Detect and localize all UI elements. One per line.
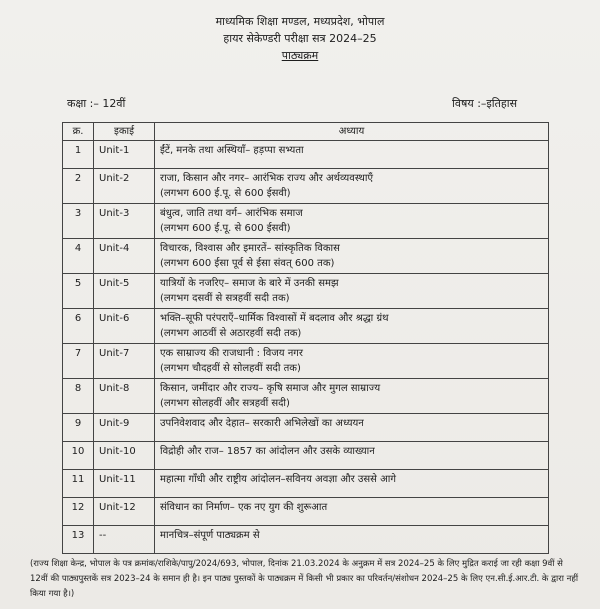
row-number: 3 bbox=[63, 204, 94, 239]
table-row bbox=[63, 442, 549, 470]
row-chapter: राजा, किसान और नगर– आरंभिक राज्य और अर्थव्यवस्थाएँ bbox=[160, 173, 374, 184]
row-chapter-cell bbox=[155, 470, 549, 498]
row-chapter-period: (लगभग 600 ई.पू. से 600 ईसवी) bbox=[160, 223, 291, 234]
row-chapter: संविधान का निर्माण– एक नए युग की शुरूआत bbox=[160, 502, 328, 513]
row-number: 10 bbox=[63, 442, 94, 470]
row-number: 6 bbox=[63, 309, 94, 344]
col-header-number: क्र. bbox=[63, 123, 94, 141]
row-unit: Unit-8 bbox=[94, 379, 155, 414]
row-chapter-cell bbox=[155, 498, 549, 526]
row-unit: Unit-5 bbox=[94, 274, 155, 309]
subject-label: विषय :–इतिहास bbox=[452, 97, 518, 110]
row-chapter: विद्रोही और राज– 1857 का आंदोलन और उसके व्याख्यान bbox=[160, 446, 375, 457]
table-row bbox=[63, 344, 549, 379]
row-unit: Unit-7 bbox=[94, 344, 155, 379]
row-chapter: भक्ति–सूफी परंपराएँ–धार्मिक विश्वासों में बदलाव और श्रद्धा ग्रंथ bbox=[160, 313, 389, 324]
row-unit: Unit-1 bbox=[94, 141, 155, 169]
table-row bbox=[63, 379, 549, 414]
exam-session: हायर सेकेण्डरी परीक्षा सत्र 2024–25 bbox=[223, 32, 377, 45]
row-unit: Unit-2 bbox=[94, 169, 155, 204]
table-header-row bbox=[63, 123, 549, 141]
table-row bbox=[63, 169, 549, 204]
row-number: 9 bbox=[63, 414, 94, 442]
table-row bbox=[63, 204, 549, 239]
row-chapter-cell bbox=[155, 169, 549, 204]
row-chapter: मानचित्र–संपूर्ण पाठ्यक्रम से bbox=[160, 530, 260, 541]
row-chapter: ईंटें, मनके तथा अस्थियाँ– हड़प्पा सभ्यता bbox=[160, 145, 304, 156]
row-unit: Unit-12 bbox=[94, 498, 155, 526]
row-number: 5 bbox=[63, 274, 94, 309]
row-unit: Unit-4 bbox=[94, 239, 155, 274]
table-row bbox=[63, 141, 549, 169]
row-chapter: किसान, जमींदार और राज्य– कृषि समाज और मुगल साम्राज्य bbox=[160, 383, 381, 394]
row-chapter-cell bbox=[155, 414, 549, 442]
row-number: 4 bbox=[63, 239, 94, 274]
table-row bbox=[63, 498, 549, 526]
footnote: (राज्य शिक्षा केन्द्र, भोपाल के पत्र क्रमांक/राशिके/पापु/2024/693, भोपाल, दिनांक 21.03.2024 के अनुक्रम में सत्र 2024–25 के लिए मुद्रित कराई जा रही कक्षा 9वीं से 12वीं की पाठ्यपुस्तकें सत्र 2023–24 के समान ही है। इन पाठ्य पुस्तकों के पाठ्यक्रम में किसी भी प्रकार का परिवर्तन/संशोधन 2024–25 के लिए एन.सी.ई.आर.टी. के द्वारा नहीं किया गया है।) bbox=[30, 559, 579, 599]
row-chapter: उपनिवेशवाद और देहात– सरकारी अभिलेखों का अध्ययन bbox=[160, 418, 364, 429]
row-number: 8 bbox=[63, 379, 94, 414]
row-chapter-cell bbox=[155, 442, 549, 470]
table-row bbox=[63, 414, 549, 442]
row-chapter-period: (लगभग सोलहवीं और सत्रहवीं सदी) bbox=[160, 398, 290, 409]
row-unit: -- bbox=[94, 526, 155, 554]
row-chapter-period: (लगभग 600 ईसा पूर्व से ईसा संवत् 600 तक) bbox=[160, 258, 335, 269]
row-chapter-period: (लगभग चौदहवीं से सोलहवीं सदी तक) bbox=[160, 363, 301, 374]
row-chapter-cell bbox=[155, 141, 549, 169]
table-row bbox=[63, 239, 549, 274]
row-chapter: यात्रियों के नजरिए– समाज के बारे में उनकी समझ bbox=[160, 278, 339, 289]
row-chapter-period: (लगभग 600 ई.पू. से 600 ईसवी) bbox=[160, 188, 291, 199]
row-number: 1 bbox=[63, 141, 94, 169]
row-number: 11 bbox=[63, 470, 94, 498]
row-chapter-cell bbox=[155, 309, 549, 344]
col-header-unit: इकाई bbox=[94, 123, 155, 141]
row-unit: Unit-10 bbox=[94, 442, 155, 470]
row-unit: Unit-11 bbox=[94, 470, 155, 498]
row-chapter-cell bbox=[155, 204, 549, 239]
row-chapter-cell bbox=[155, 274, 549, 309]
table-row bbox=[63, 309, 549, 344]
col-header-chapter: अध्याय bbox=[155, 123, 549, 141]
row-unit: Unit-6 bbox=[94, 309, 155, 344]
row-chapter-period: (लगभग दसवीं से सत्रहवीं सदी तक) bbox=[160, 293, 290, 304]
row-chapter-cell bbox=[155, 239, 549, 274]
row-chapter: एक साम्राज्य की राजधानी : विजय नगर bbox=[160, 348, 303, 359]
row-unit: Unit-3 bbox=[94, 204, 155, 239]
row-unit: Unit-9 bbox=[94, 414, 155, 442]
table-row bbox=[63, 526, 549, 554]
row-number: 2 bbox=[63, 169, 94, 204]
row-chapter-period: (लगभग आठवीं से अठारहवीं सदी तक) bbox=[160, 328, 302, 339]
table-row bbox=[63, 274, 549, 309]
row-chapter: महात्मा गाँधी और राष्ट्रीय आंदोलन–सविनय अवज्ञा और उससे आगे bbox=[160, 474, 396, 485]
row-chapter: बंधुत्व, जाति तथा वर्ग– आरंभिक समाज bbox=[160, 208, 303, 219]
row-number: 7 bbox=[63, 344, 94, 379]
row-chapter-cell bbox=[155, 526, 549, 554]
syllabus-title: पाठ्यक्रम bbox=[281, 49, 319, 62]
row-number: 13 bbox=[63, 526, 94, 554]
row-number: 12 bbox=[63, 498, 94, 526]
class-label: कक्षा :– 12वीं bbox=[67, 97, 126, 110]
table-row bbox=[63, 470, 549, 498]
row-chapter: विचारक, विश्वास और इमारतें– सांस्कृतिक विकास bbox=[160, 243, 340, 254]
syllabus-table bbox=[62, 122, 549, 554]
row-chapter-cell bbox=[155, 344, 549, 379]
row-chapter-cell bbox=[155, 379, 549, 414]
board-name: माध्यमिक शिक्षा मण्डल, मध्यप्रदेश, भोपाल bbox=[215, 15, 385, 28]
